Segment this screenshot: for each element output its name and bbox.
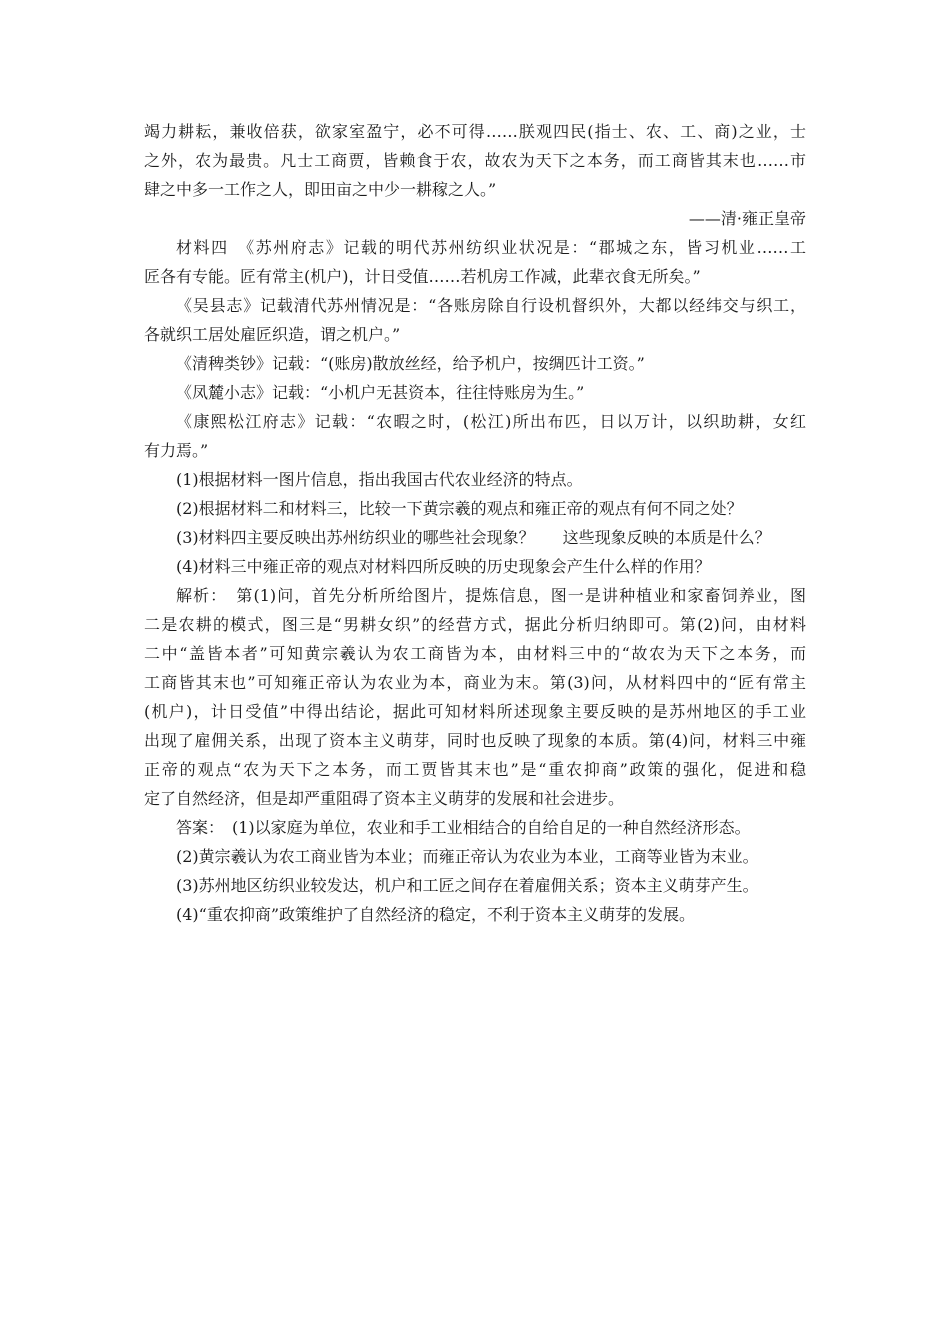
material4-line: 匠各有专能。匠有常主(机户)，计日受值……若机房工作减，此辈衣食无所矣。” xyxy=(144,267,701,286)
analysis-line: 解析： 第(1)问，首先分析所给图片，提炼信息，图一是讲种植业和家畜饲养业，图 xyxy=(176,586,806,605)
question-2: (2)根据材料二和材料三，比较一下黄宗羲的观点和雍正帝的观点有何不同之处？ xyxy=(176,499,743,518)
analysis-line: 定了自然经济，但是却严重阻碍了资本主义萌芽的发展和社会进步。 xyxy=(144,789,625,808)
material4-line: 有力焉。” xyxy=(144,441,209,460)
material4-line: 《凤麓小志》记载：“小机户无甚资本，往往恃账房为生。” xyxy=(176,383,585,402)
question-4: (4)材料三中雍正帝的观点对材料四所反映的历史现象会产生什么样的作用？ xyxy=(176,557,711,576)
quote-attribution: ——清·雍正皇帝 xyxy=(688,209,806,228)
analysis-line: 正帝的观点“农为天下之本务，而工贾皆其末也”是“重农抑商”政策的强化，促进和稳 xyxy=(144,760,806,779)
quote-line: 肆之中多一工作之人，即田亩之中少一耕稼之人。” xyxy=(144,180,497,199)
question-3-part-b: 这些现象反映的本质是什么？ xyxy=(562,528,771,547)
analysis-line: (机户)，计日受值”中得出结论，据此可知材料所述现象主要反映的是苏州地区的手工业 xyxy=(144,702,806,721)
quote-line: 之外，农为最贵。凡士工商贾，皆赖食于农，故农为天下之本务，而工商皆其末也……市 xyxy=(144,151,806,170)
analysis-line: 出现了雇佣关系，出现了资本主义萌芽，同时也反映了现象的本质。第(4)问，材料三中雍 xyxy=(144,731,806,750)
answer-line: (4)“重农抑商”政策维护了自然经济的稳定，不利于资本主义萌芽的发展。 xyxy=(176,905,696,924)
question-3 xyxy=(176,527,771,549)
analysis-line: 工商皆其末也”可知雍正帝认为农业为本，商业为末。第(3)问，从材料四中的“匠有常主 xyxy=(144,673,806,692)
question-1: (1)根据材料一图片信息，指出我国古代农业经济的特点。 xyxy=(176,470,583,489)
answer-line: (3)苏州地区纺织业较发达，机户和工匠之间存在着雇佣关系；资本主义萌芽产生。 xyxy=(176,876,759,895)
answer-line: 答案： (1)以家庭为单位，农业和手工业相结合的自给自足的一种自然经济形态。 xyxy=(176,818,751,837)
analysis-line: 二是农耕的模式，图三是“男耕女织”的经营方式，据此分析归纳即可。第(2)问，由材料 xyxy=(144,615,806,634)
material4-line: 《吴县志》记载清代苏州情况是：“各账房除自行设机督织外，大都以经纬交与织工， xyxy=(176,296,806,315)
material4-line: 材料四 《苏州府志》记载的明代苏州纺织业状况是：“郡城之东，皆习机业……工 xyxy=(176,238,806,257)
material4-line: 《康熙松江府志》记载：“农暇之时，(松江)所出布匹，日以万计，以织助耕，女红 xyxy=(176,412,806,431)
question-3-part-a: (3)材料四主要反映出苏州纺织业的哪些社会现象？ xyxy=(176,528,535,547)
material4-line: 《清稗类钞》记载：“(账房)散放丝经，给予机户，按绸匹计工资。” xyxy=(176,354,645,373)
analysis-line: 二中“盖皆本者”可知黄宗羲认为农工商皆为本，由材料三中的“故农为天下之本务，而 xyxy=(144,644,806,663)
quote-line: 竭力耕耘，兼收倍获，欲家室盈宁，必不可得……朕观四民(指士、农、工、商)之业，士 xyxy=(144,122,806,141)
material4-line: 各就织工居处雇匠织造，谓之机户。” xyxy=(144,325,401,344)
answer-line: (2)黄宗羲认为农工商业皆为本业；而雍正帝认为农业为本业，工商等业皆为末业。 xyxy=(176,847,759,866)
